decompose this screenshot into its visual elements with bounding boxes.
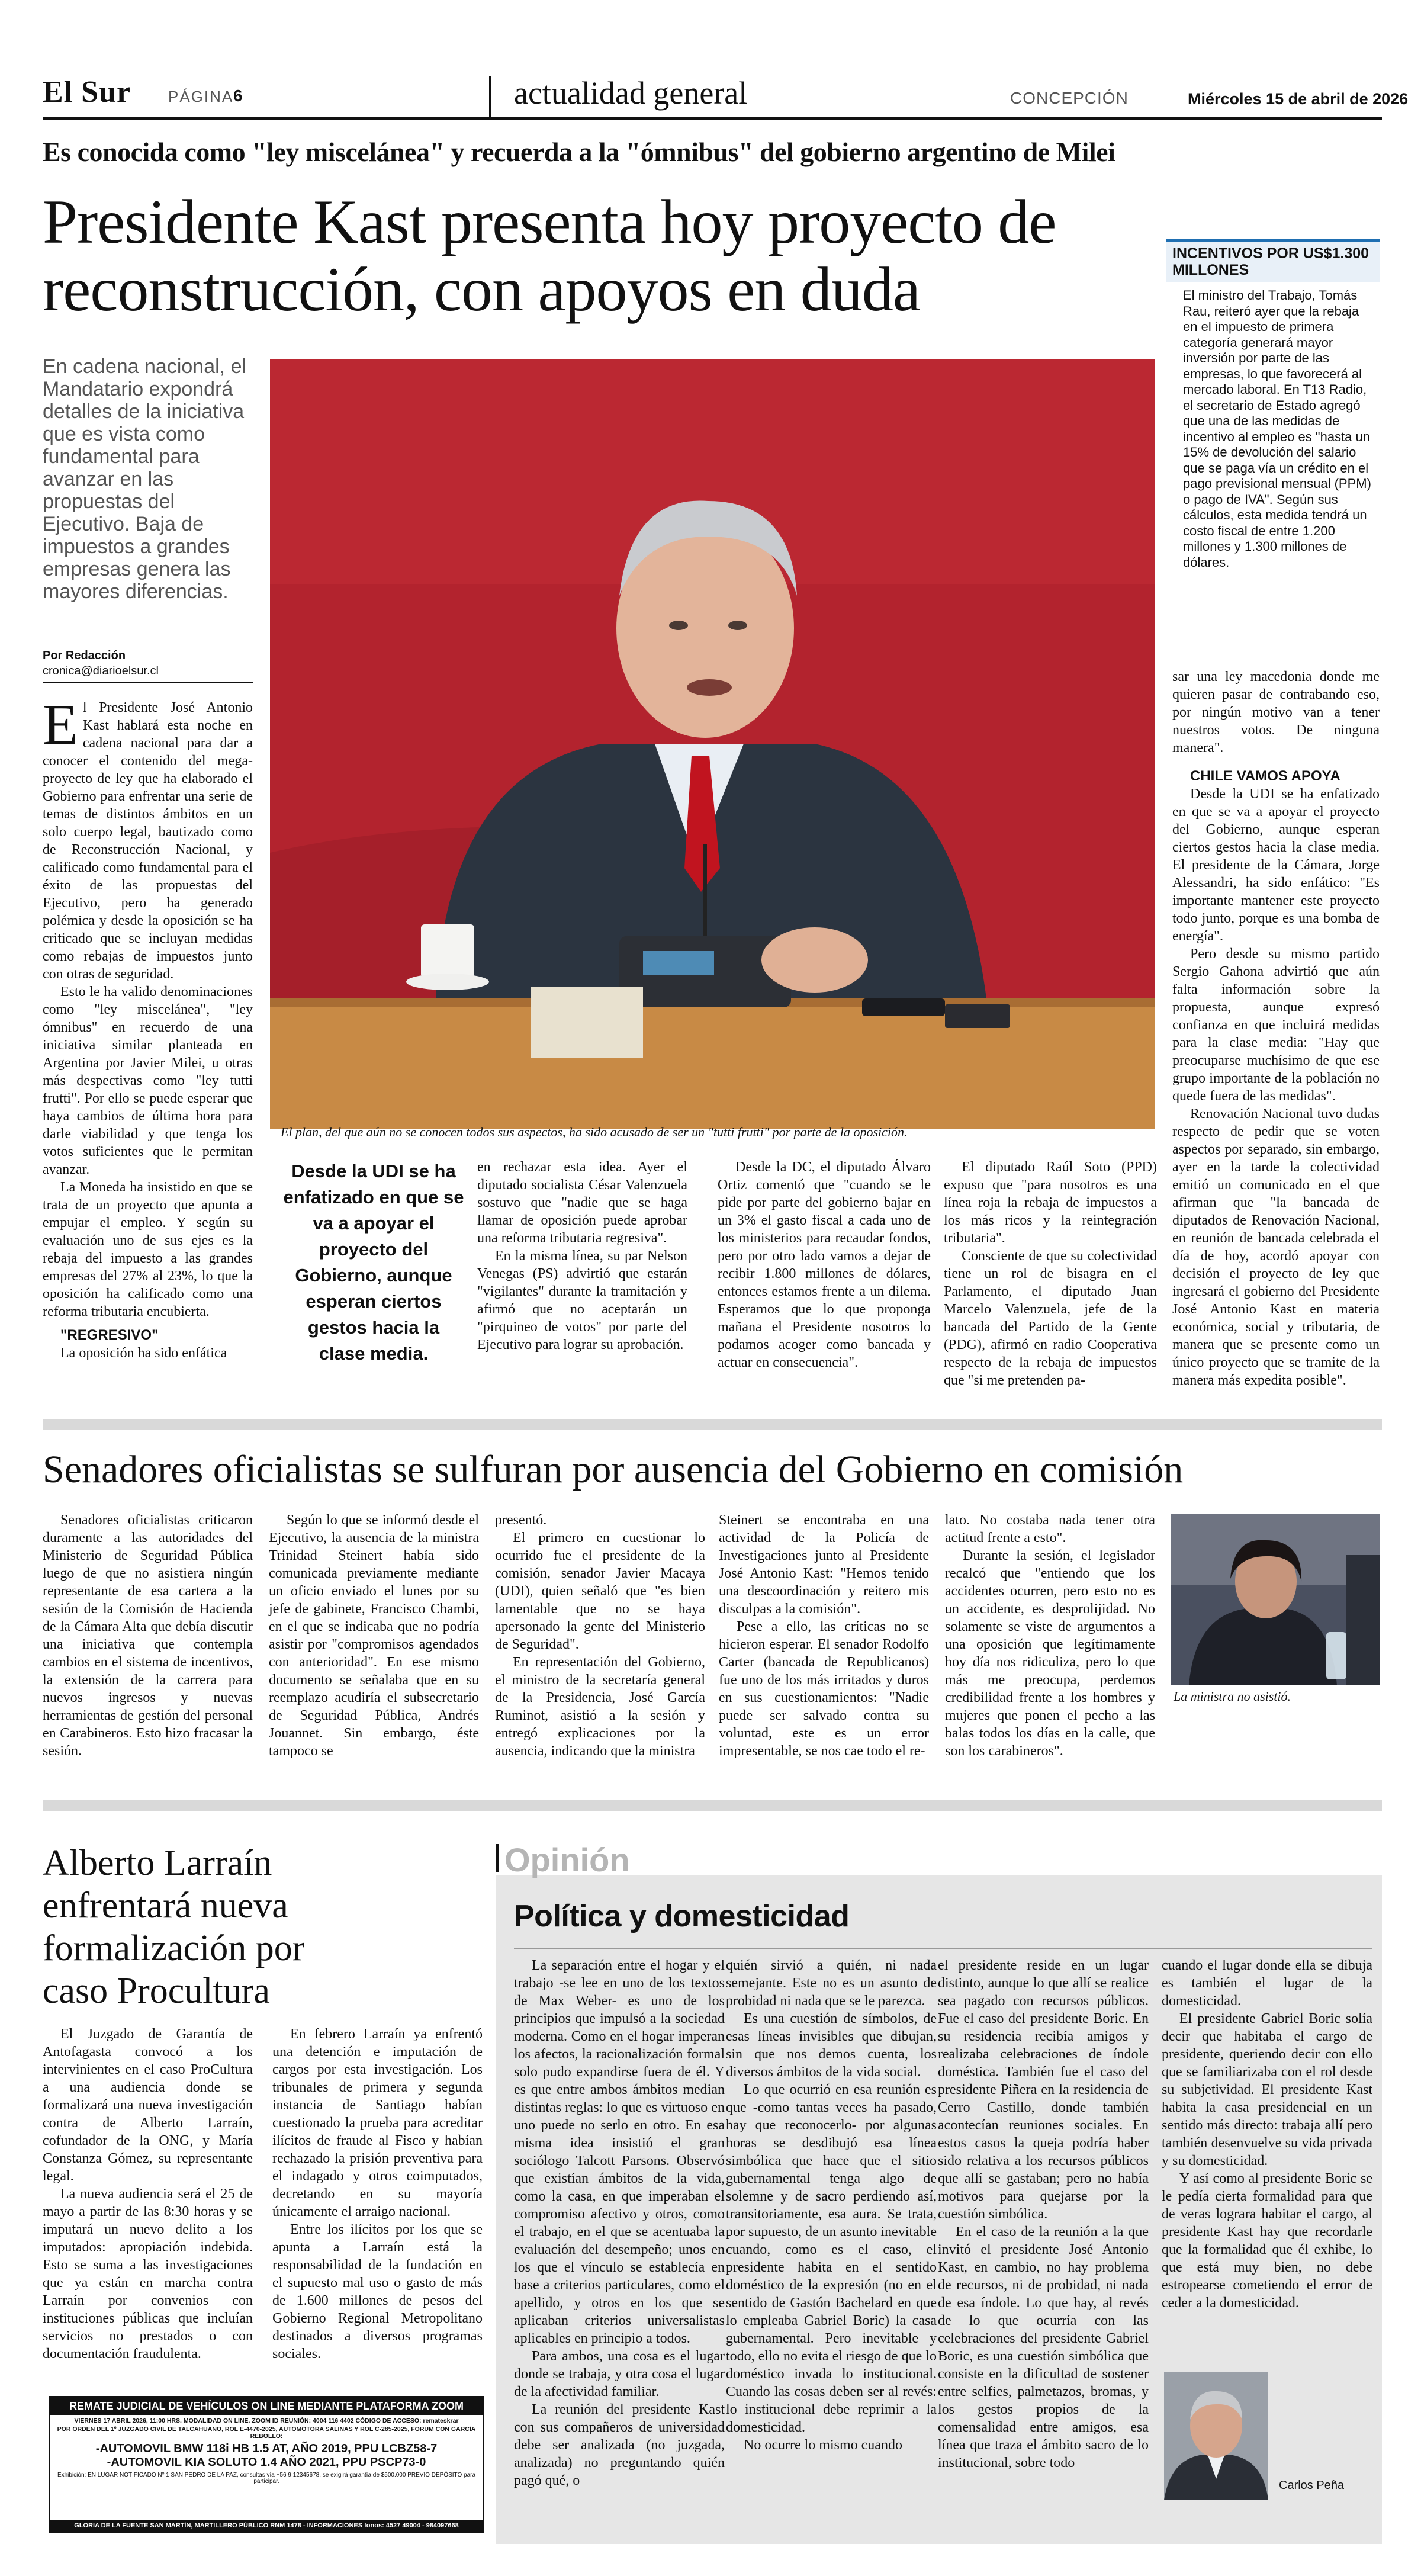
opinion-col1-p2: Para ambos, una cosa es el lugar donde se trabaja, y otra cosa el lugar de la afectividad familiar.: [514, 2349, 725, 2400]
senators-col4-p2: Pese a ello, las críticas no se hicieron esperar. El senador Rodolfo Carter (bancada de Republicanos) fue uno de los más irritados y duros en sus cuestionamientos: "Nadie puede ser salvado contra su voluntad, este es un error impresentable, se nos cae todo el re-: [719, 1619, 929, 1759]
senators-col3-p1: presentó.: [495, 1512, 547, 1528]
ad-line-1: VIERNES 17 ABRIL 2026, 11:00 HRS. MODALIDAD ON LINE. ZOOM ID REUNIÓN: 4004 116 4402 CÓDIGO DE ACCESO: remateskrar: [74, 2417, 459, 2424]
lead-col5-p1: sar una ley macedonia donde me quieren pasar de contrabando eso, por ningún motivo van a tener nuestros votos. De ninguna manera".: [1172, 669, 1380, 756]
city-label: CONCEPCIÓN: [1010, 89, 1129, 107]
senators-col5-p1: lato. No costaba nada tener otra actitud frente a esto".: [945, 1512, 1155, 1546]
byline-label: Por Redacción: [43, 649, 126, 662]
section-divider-2: [43, 1800, 1382, 1811]
senators-headline: Senadores oficialistas se sulfuran por ausencia del Gobierno en comisión: [43, 1448, 1184, 1491]
opinion-title: Política y domesticidad: [514, 1899, 850, 1933]
lead-col1-p1: l Presidente José Antonio Kast hablará esta noche en cadena nacional para dar a conocer el contenido del mega-proyecto de ley que ha elaborado el Gobierno para enfrentar una serie de temas de distintos ámbitos en un solo cuerpo legal, bautizado como de Reconstrucción Nacional, y calificado como fundamental para el éxito de las propuestas del Ejecutivo, pero ha generado polémica y desde la oposición se ha criticado que se incluyan medidas como rebajas de impuestos junto con otras de seguridad.: [43, 700, 253, 982]
byline-rule: [43, 682, 253, 683]
ad-lot-2: -AUTOMOVIL KIA SOLUTO 1.4 AÑO 2021, PPU PSCP73-0: [107, 2456, 426, 2469]
page-number: 6: [233, 86, 243, 105]
lead-deck: En cadena nacional, el Mandatario expondrá detalles de la iniciativa que es vista como fundamental para avanzar en las propuestas del Ejecutivo. Baja de impuestos a grandes empresas genera las mayores diferencias.: [43, 355, 247, 603]
lead-col5-subhead: CHILE VAMOS APOYA: [1190, 768, 1340, 784]
larrain-col1-p2: La nueva audiencia será el 25 de mayo a partir de las 8:30 horas y se imputará un nuevo delito a los imputados: apropiación indebida. Esto se suma a las investigaciones que ya están en marcha contra Larraín por convenios con instituciones públicas que incluían servicios no prestados o con documentación fraudulenta.: [43, 2186, 253, 2362]
header-separator: [489, 76, 491, 120]
opinion-label-marker: [496, 1844, 499, 1872]
opinion-col-2: [726, 1957, 937, 2454]
lead-col-5: [1172, 668, 1380, 1389]
auction-ad: [49, 2396, 484, 2533]
lead-col1-subhead: "REGRESIVO": [60, 1327, 159, 1343]
larrain-col1-p1: El Juzgado de Garantía de Antofagasta convocó a los intervinientes en el caso ProCultura a una audiencia donde se formalizará una nueva investigación contra de Alberto Larraín, cofundador de la ONG, y María Constanza Gómez, su representante legal.: [43, 2026, 253, 2184]
larrain-col-2: [272, 2025, 483, 2363]
larrain-col2-p2: Entre los ilícitos por los que se apunta a Larraín está la responsabilidad de la fundación en el supuesto mal uso o gasto de más de 1.600 millones de pesos del Gobierno Regional Metropolitano destinados a diversos programas sociales.: [272, 2222, 483, 2362]
opinion-col3-p1: el presidente reside en un lugar distinto, aunque lo que allí se realice sea pagado con recursos públicos. Fue el caso del presidente Boric. En su residencia recibía amigos y realizaba celebraciones de índole doméstica. También fue el caso del presidente Piñera en la residencia de Cerro Castillo, donde también acontecían reuniones sociales. En estos casos la queja podría haber sido relativa a los recursos públicos que allí se gastaban; pero no había motivos para quejarse por la cuestión simbólica.: [938, 1958, 1149, 2222]
lead-col-2: [477, 1158, 687, 1354]
larrain-col-1: [43, 2025, 253, 2363]
senators-col-3: [495, 1511, 705, 1760]
lead-col-1: [43, 693, 253, 1362]
sidebar-box: [1166, 239, 1380, 632]
president-photo-illustration: [270, 359, 1155, 1129]
author-photo: [1164, 2372, 1268, 2500]
lead-col1-p4: La oposición ha sido enfática: [60, 1345, 227, 1361]
opinion-col2-p3: Lo que ocurrió en esa reunión es que -como tantas veces ha pasado, hay que reconocerlo- por algunas horas se desdibujó esa línea simbólica que hace que el sitio gubernamental tenga algo de solemne y de sacro perdiendo así, transitoriamente, esa aura. Se trata, por supuesto, de un asunto inevitable cuando, como es el caso, el presidente habita en el sentido doméstico de la expresión (no en el sentido de Gastón Bachelard en que lo empleaba Gabriel Boric) la casa gubernamental. Pero inevitable y todo, ello no evita el riesgo de que lo doméstico invada lo institucional. Cuando las cosas deben ser al revés: lo institucional debe reprimir a la domesticidad.: [726, 2082, 937, 2435]
lead-col5-p3: Pero desde su mismo partido Sergio Gahona advirtió que aún falta información sobre la propuesta, aunque expresó confianza en que incluirá medidas para la clase media: "Hay que preocuparse muchísimo de que ese grupo importante de la población no quede fuera de las medidas".: [1172, 946, 1380, 1104]
lead-col1-p2: Esto le ha valido denominaciones como "ley miscelánea", "ley ómnibus" en recuerdo de una iniciativa similar planteada en Argentina por Javier Milei, u otras más despectivas como "ley tutti frutti". Por ello se puede esperar que haya cambios de última hora para darle viabilidad y que tenga los votos suficientes que le permitan avanzar.: [43, 984, 253, 1177]
opinion-col4-p3: Y así como al presidente Boric se le pedía cierta formalidad para que de veras lograra habitar el cargo, al presidente Kast hay que recordarle que la formalidad que él exhibe, lo que está muy bien, no debe estropearse cometiendo el error de ceder a la domesticidad.: [1162, 2171, 1372, 2311]
lead-col5-p2: Desde la UDI se ha enfatizado en que se va a apoyar el proyecto del Gobierno, aunque esperan ciertos gestos hacia la clase media. El presidente de la Cámara, Jorge Alessandri, ha sido enfático: "Es importante mantener este proyecto todo junto, porque es una bomba de energía".: [1172, 786, 1380, 944]
larrain-col2-p1: En febrero Larraín ya enfrentó una detención e imputación de cargos por esta investigación. Los tribunales de primera y segunda instancia de Santiago habían cuestionado la prueba para acreditar ilícitos de fraude al Fisco y habían rechazado la prisión preventiva para el indagado y otros coimputados, decretando en su mayoría únicamente el arraigo nacional.: [272, 2026, 483, 2220]
lead-col4-p1: El diputado Raúl Soto (PPD) expuso que "para nosotros es una línea roja la rebaja de impuestos a los más ricos y la reintegración tributaria".: [944, 1159, 1157, 1246]
opinion-title-rule: [514, 1948, 1372, 1949]
lead-col1-p3: La Moneda ha insistido en que se trata de un proyecto que apunta a empujar el empleo. Y según su evaluación uno de sus ejes es la rebaja del impuesto a las grandes empresas del 27% al 23%, lo que la oposición ha calificado como una reforma tributaria encubierta.: [43, 1180, 253, 1319]
senators-col-4: [719, 1511, 929, 1760]
minister-photo-illustration: [1171, 1514, 1380, 1685]
senators-col3-p3: En representación del Gobierno, el ministro de la secretaría general de la Presidencia, José García Ruminot, asistió a la sesión y entregó explicaciones por la ausencia, indicando que la ministra: [495, 1655, 705, 1759]
minister-photo: [1171, 1514, 1380, 1685]
opinion-section-label: Opinión: [504, 1841, 630, 1878]
opinion-col1-p3: La reunión del presidente Kast con sus compañeros de universidad debe ser analizada (no juzgada, analizada) no preguntando quién pagó qué, o: [514, 2402, 725, 2488]
senators-col2-text: Según lo que se informó desde el Ejecutivo, la ausencia de la ministra Trinidad Steinert había sido comunicada previamente mediante un oficio enviado el lunes por su jefe de gabinete, Francisco Chambi, en el que se indicaba que no podría asistir por "compromisos agendados con anterioridad". En ese mismo documento se señalaba que en su reemplazo acudiría el subsecretario de Seguridad Pública, Andrés Jouannet. Sin embargo, éste tampoco se: [269, 1512, 479, 1759]
opinion-col2-p4: No ocurre lo mismo cuando: [744, 2437, 902, 2453]
lead-kicker: Es conocida como "ley miscelánea" y recuerda a la "ómnibus" del gobierno argentino de Milei: [43, 137, 1115, 167]
section-divider-1: [43, 1419, 1382, 1430]
drop-cap: E: [43, 693, 78, 757]
author-photo-illustration: [1164, 2372, 1268, 2500]
senators-col-1: [43, 1511, 253, 1760]
opinion-col2-p2: Es una cuestión de símbolos, de esas líneas invisibles que dibujan, sin que nos demos cuenta, los diversos ámbitos de la vida social.: [726, 2011, 937, 2080]
opinion-author-name: Carlos Peña: [1279, 2479, 1345, 2492]
senators-col5-p2: Durante la sesión, el legislador recalcó que "entiendo que los accidentes ocurren, pero esto no es un accidente, es desprolijidad. No solamente se viste de argumentos a una oposición que legítimamente hoy día nos ridiculiza, pero lo que más me preocupa, perdemos credibilidad frente a los hombres y mujeres que ponen el pecho a las balas todos los días en la calle, que son los carabineros".: [945, 1548, 1155, 1759]
page-label: PÁGINA: [168, 88, 234, 105]
lead-col-3: [718, 1158, 931, 1371]
section-name: actualidad general: [514, 75, 748, 111]
opinion-col-1: [514, 1957, 725, 2490]
lead-col4-p2: Consciente de que su colectividad tiene un rol de bisagra en el Parlamento, el diputado Juan Marcelo Valenzuela, jefe de la bancada del Partido de la Gente (PDG), afirmó en radio Cooperativa respecto de la rebaja de impuestos que "si me pretenden pa-: [944, 1248, 1157, 1388]
ad-title: REMATE JUDICIAL DE VEHÍCULOS ON LINE MEDIANTE PLATAFORMA ZOOM: [50, 2398, 483, 2415]
minister-photo-caption: La ministra no asistió.: [1174, 1689, 1291, 1704]
lead-headline: Presidente Kast presenta hoy proyecto de reconstrucción, con apoyos en duda: [43, 187, 1056, 324]
lead-col-4: [944, 1158, 1157, 1389]
senators-col-5: [945, 1511, 1155, 1760]
opinion-col3-p2: En el caso de la reunión a la que invitó el presidente José Antonio Kast, en cambio, no hay problema de recursos, ni de probidad, ni nada de esa índole. Lo que hay, al revés de lo que ocurría con las celebraciones del presidente Gabriel Boric, es una cuestión simbólica que consiste en la dificultad de sostener entre selfies, palmetazos, bromas, y los gestos propios de la comensalidad entre amigos, esa línea que traza el ámbito sacro de lo institucional, sobre todo: [938, 2224, 1149, 2471]
lead-col5-p4: Renovación Nacional tuvo dudas respecto de pedir que se voten aspectos por separado, sin embargo, ayer en la tarde la colectividad emitió un comunicado en el que afirman que "la bancada de diputados de Renovación Nacional, en reunión de bancada celebrada el día de hoy, acordó apoyar con decisión el proyecto de ley que ingresará el gobierno del Presidente José Antonio Kast en materia económica, social y tributaria, de manera que se presente como un único proyecto que se tramite de la manera más expedita posible".: [1172, 1106, 1380, 1388]
opinion-col-3: [938, 1957, 1149, 2472]
senators-col4-p1: Steinert se encontraba en una actividad de la Policía de Investigaciones junto al Presidente José Antonio Kast: "Hemos tenido una descoordinación y reitero mis disculpas a la comisión".: [719, 1512, 929, 1617]
paper-name: El Sur: [43, 75, 131, 109]
opinion-col1-p1: La separación entre el hogar y el trabajo -se lee en uno de los textos de Max Weber- es uno de los principios que impulsó a la sociedad moderna. Como en el hogar imperan los afectos, la racionalización formal solo pudo expandirse fuera de él. Y es que entre ambos ámbitos median distintas reglas: lo que es virtuoso en uno puede no serlo en otro. En esa misma idea insistió el gran sociólogo Talcott Parsons. Observó que existían ámbitos de la vida, como la casa, en que imperaban el compromiso afectivo y otros, como el trabajo, en el que se acentuaba la evaluación del desempeño; unos en los que el vínculo se establecía en base a criterios particulares, como el apellido, y otros en los que se aplicaban criterios universalistas aplicables en principio a todos.: [514, 1958, 725, 2346]
sidebar-title: INCENTIVOS POR US$1.300 MILLONES: [1166, 242, 1380, 282]
sidebar-text: El ministro del Trabajo, Tomás Rau, reiteró ayer que la rebaja en el impuesto de primera categoría generará mayor inversión por parte de las empresas, lo que favorecerá al mercado laboral. En T13 Radio, el secretario de Estado agregó que una de las medidas de incentivo al empleo es "hasta un 15% de devolución del salario que se paga vía un crédito en el pago previsional mensual (PPM) o pago de IVA". Según sus cálculos, esta medida tendrá un costo fiscal de entre 1.200 millones y 1.300 millones de dólares.: [1183, 288, 1371, 570]
ad-lot-1: -AUTOMOVIL BMW 118i HB 1.5 AT, AÑO 2019, PPU LCBZ58-7: [95, 2442, 438, 2455]
ad-line-2: POR ORDEN DEL 1º JUZGADO CIVIL DE TALCAHUANO, ROL E-4470-2025, AUTOMOTORA SALINAS Y ROL C-285-2025, FORUM CON GARCÍA REBOLLO:: [57, 2426, 476, 2440]
opinion-col4-p1: cuando el lugar donde ella se dibuja es también el lugar de la domesticidad.: [1162, 1958, 1372, 2009]
senators-col-2: [269, 1511, 479, 1760]
lead-photo: [270, 359, 1155, 1129]
ad-footer: GLORIA DE LA FUENTE SAN MARTÍN, MARTILLERO PÚBLICO RNM 1478 - INFORMACIONES fonos: 4527 49004 - 984097668: [50, 2520, 483, 2532]
opinion-col-4: [1162, 1957, 1372, 2312]
senators-col3-p2: El primero en cuestionar lo ocurrido fue el presidente de la comisión, senador Javier Macaya (UDI), quien señaló que "es bien lamentable que no se haya apersonado la gente del Ministerio de Seguridad".: [495, 1530, 705, 1652]
pull-quote: Desde la UDI se ha enfatizado en que se va a apoyar el proyecto del Gobierno, aunque esperan ciertos gestos hacia la clase media.: [283, 1161, 464, 1364]
opinion-col2-p1: quién sirvió a quién, ni nada semejante. Este no es un asunto de probidad ni nada que se le parezca.: [726, 1958, 937, 2009]
opinion-col4-p2: El presidente Gabriel Boric solía decir que habitaba el cargo de presidente, queriendo decir con ello que se familiarizaba con el rol desde su subjetividad. El presidente Kast habita la casa presidencial en un sentido más directo: trabaja allí pero también desenvuelve su vida privada y su domesticidad.: [1162, 2011, 1372, 2169]
lead-col3-p1: Desde la DC, el diputado Álvaro Ortiz comentó que "cuando se le pide por parte del gobierno bajar en un 3% el gasto fiscal a cada uno de los ministerios para recaudar fondos, pero por otro lado vamos a dejar de recibir 1.800 millones de dólares, entonces estamos frente a un dilema. Esperamos que lo que proponga mañana el Presidente nosotros lo podamos acoger como bancada y actuar en consecuencia".: [718, 1159, 931, 1370]
ad-line-3: Exhibición: EN LUGAR NOTIFICADO Nº 1 SAN PEDRO DE LA PAZ, consultas vía +56 9 12345678, se exigirá garantía de $500.000 PREVIO DEPÓSITO para participar.: [57, 2472, 476, 2485]
byline-email: cronica@diarioelsur.cl: [43, 664, 159, 677]
lead-photo-caption: El plan, del que aún no se conocen todos sus aspectos, ha sido acusado de ser un "tutti frutti" por parte de la oposición.: [281, 1125, 908, 1139]
senators-col1-text: Senadores oficialistas criticaron duramente a las autoridades del Ministerio de Seguridad Pública luego de que no asistiera ningún representante de esa cartera a la sesión de la Comisión de Hacienda de la Cámara Alta que debía discutir una iniciativa que contempla cambios en el sistema de incentivos, la extensión de la carrera para nuevos ingresos y nuevas herramientas de gestión del personal en Carabineros. Esto hizo fracasar la sesión.: [43, 1512, 253, 1759]
header-underline: [43, 117, 1382, 120]
lead-col2-p1: en rechazar esta idea. Ayer el diputado socialista César Valenzuela sostuvo que "nadie que se haga llamar de oposición puede aprobar una reforma tributaria regresiva".: [477, 1159, 687, 1246]
larrain-headline: Alberto Larraín enfrentará nueva formalización por caso Procultura: [43, 1843, 305, 2011]
lead-col2-p2: En la misma línea, su par Nelson Venegas (PS) advirtió que estarán "vigilantes" durante la tramitación y afirmó que no aceptarán un "pirquineo de votos" por parte del Ejecutivo para lograr su aprobación.: [477, 1248, 687, 1353]
date-label: Miércoles 15 de abril de 2026: [1188, 90, 1409, 108]
